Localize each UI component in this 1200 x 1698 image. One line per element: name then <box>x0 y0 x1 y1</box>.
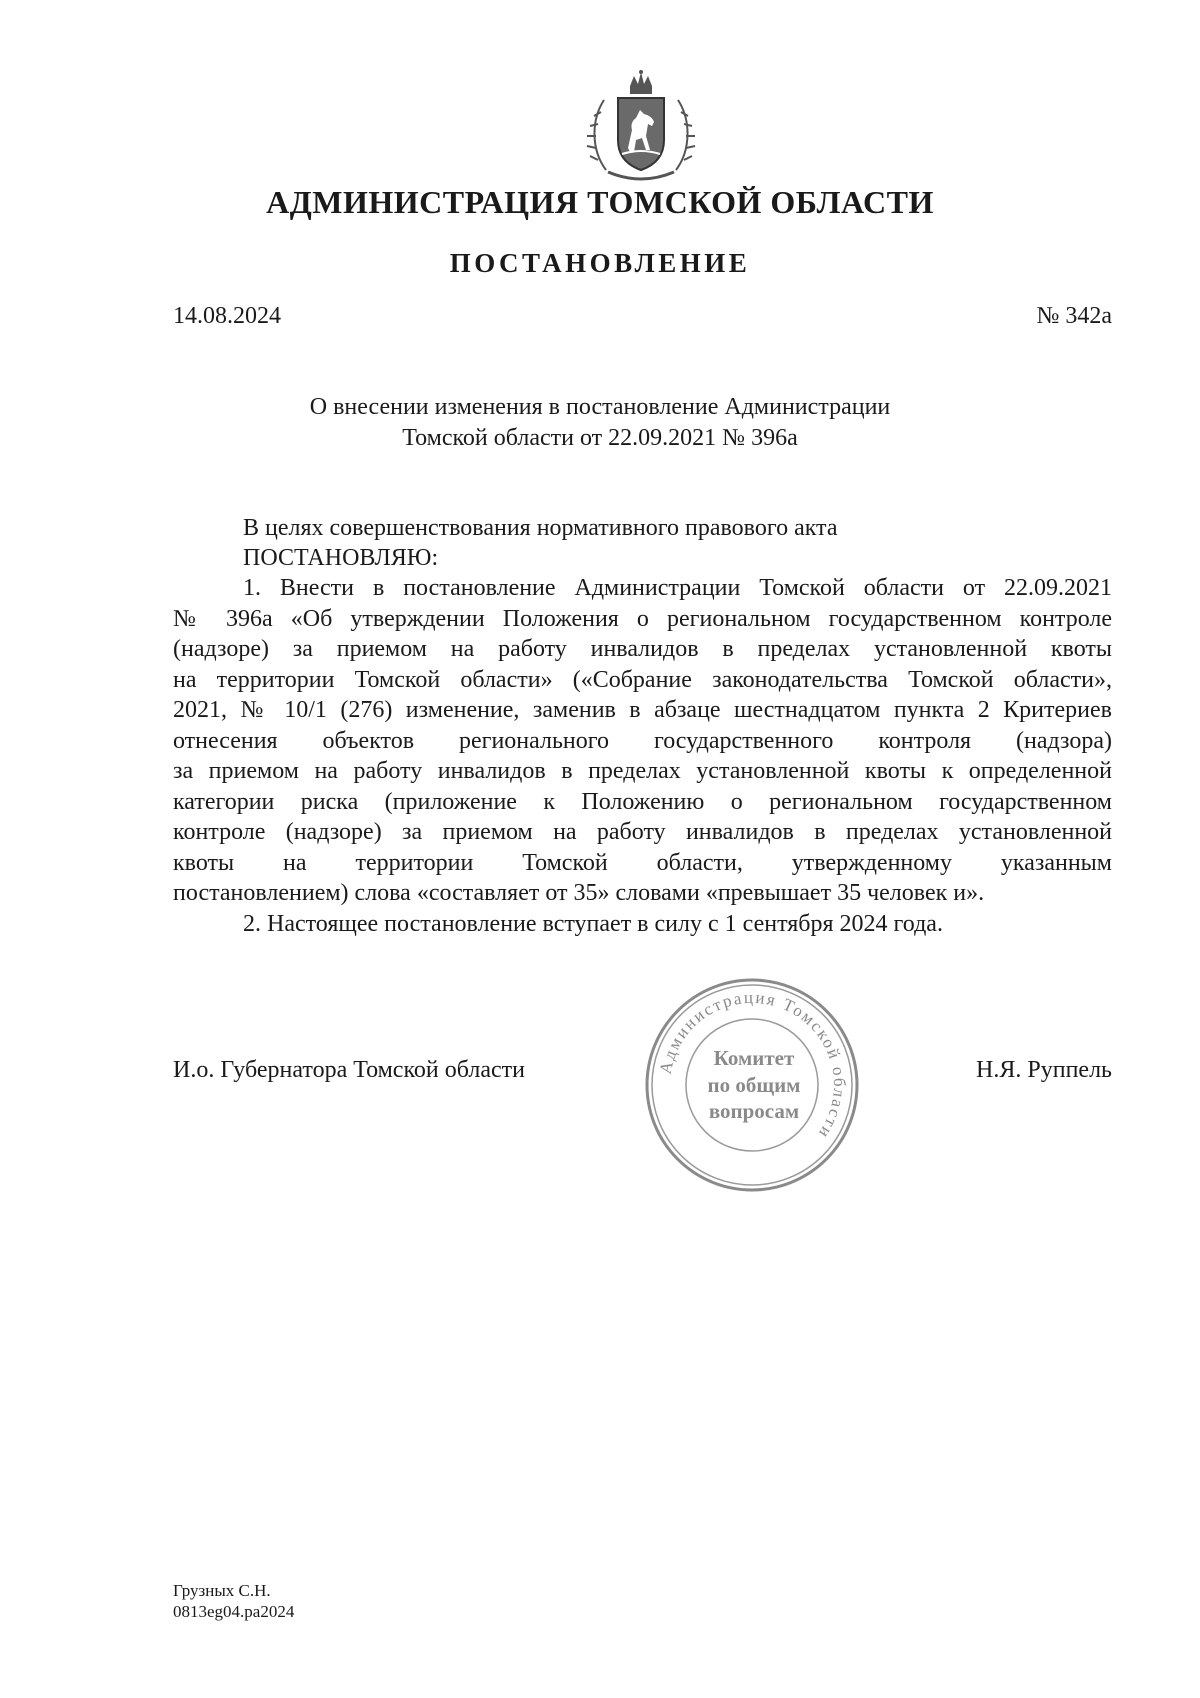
stamp-center-line: по общим <box>707 1073 801 1097</box>
signature-position: И.о. Губернатора Томской области <box>173 1057 525 1083</box>
body-line: 2021, № 10/1 (276) изменение, заменив в абзаце шестнадцатом пункта 2 Критериев <box>173 697 1112 723</box>
body-line: контроле (надзоре) за приемом на работу инвалидов в пределах установленной <box>173 819 1112 845</box>
body-line: категории риска (приложение к Положению о региональном государственном <box>173 788 1112 815</box>
file-code: 0813eg04.pa2024 <box>173 1602 295 1621</box>
body-line: постановлением) слова «составляет от 35» словами «превышает 35 человек и». <box>173 880 985 906</box>
organization-title: АДМИНИСТРАЦИЯ ТОМСКОЙ ОБЛАСТИ <box>266 184 934 220</box>
body-line: 1. Внести в постановление Администрации Томской области от 22.09.2021 <box>243 575 1112 601</box>
document-number: № 342а <box>1036 303 1112 329</box>
stamp-center-line: Комитет <box>713 1046 795 1070</box>
decree-word: ПОСТАНОВЛЯЮ: <box>243 545 439 571</box>
executor-name: Грузных С.Н. <box>173 1581 271 1600</box>
body-line: на территории Томской области» («Собрание законодательства Томской области», <box>173 666 1112 693</box>
body-line: отнесения объектов регионального государственного контроля (надзора) <box>173 727 1112 754</box>
document-subject <box>0 392 1200 454</box>
signature-name: Н.Я. Руппель <box>976 1057 1112 1083</box>
subject-line: О внесении изменения в постановление Администрации <box>309 394 891 420</box>
coat-of-arms-emblem <box>586 70 696 188</box>
item-2: 2. Настоящее постановление вступает в силу с 1 сентября 2024 года. <box>243 910 943 937</box>
stamp-ring-text: Администрация Томской области <box>655 987 850 1144</box>
item-1 <box>173 573 1112 909</box>
document-type: ПОСТАНОВЛЕНИЕ <box>449 248 751 278</box>
document-date: 14.08.2024 <box>173 303 281 329</box>
preamble: В целях совершенствования нормативного правового акта <box>243 515 838 541</box>
executor-info <box>173 1580 294 1622</box>
body-line: за приемом на работу инвалидов в пределах установленной квоты к определенной <box>173 758 1112 784</box>
document-body <box>173 573 1112 939</box>
body-line: (надзоре) за приемом на работу инвалидов в пределах установленной квоты <box>173 636 1112 662</box>
body-line: № 396а «Об утверждении Положения о региональном государственном контроле <box>173 605 1112 632</box>
subject-line: Томской области от 22.09.2021 № 396а <box>402 425 798 451</box>
official-stamp <box>637 970 867 1200</box>
stamp-center-line: вопросам <box>708 1099 800 1123</box>
body-line: квоты на территории Томской области, утвержденному указанным <box>173 849 1112 876</box>
